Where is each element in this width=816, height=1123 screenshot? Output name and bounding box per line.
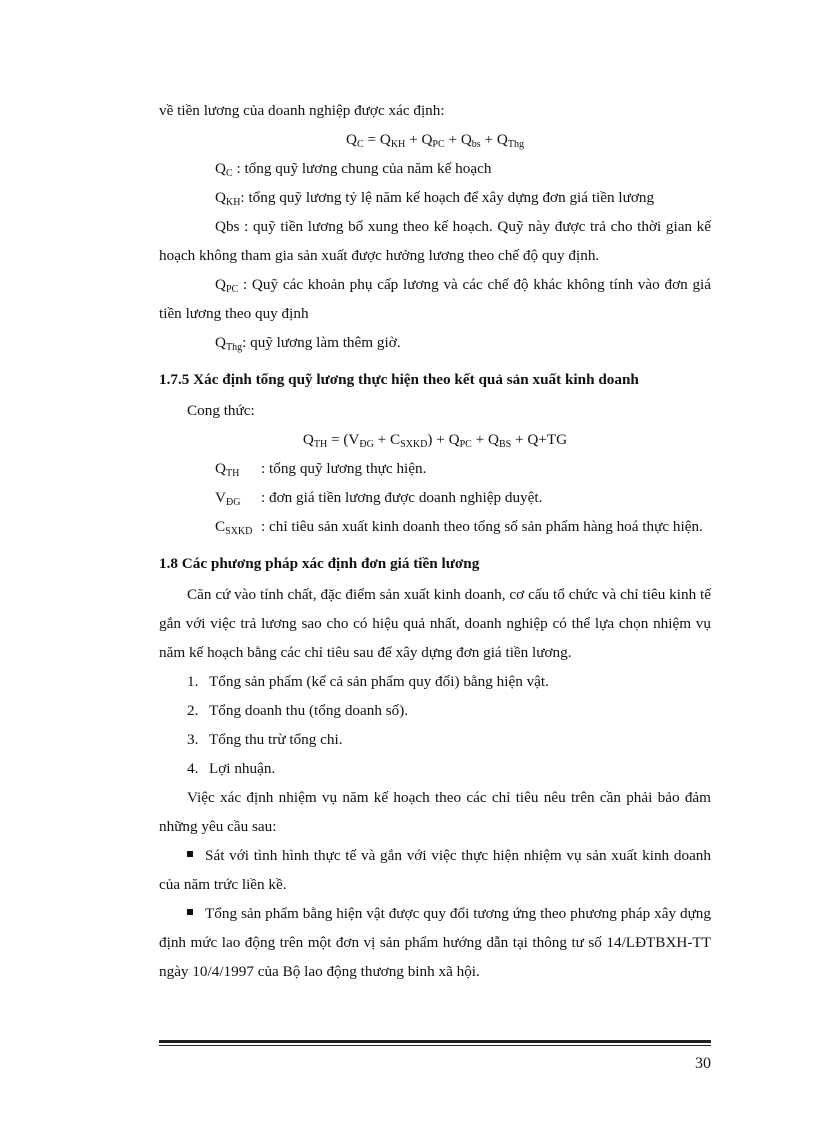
bullet-item: Tổng sản phẩm bằng hiện vật được quy đổi tương ứng theo phương pháp xây dựng định mức lao động trên một đơn vị sản phẩm hướng dẫn tại thông tư số 14/LĐTBXH-TT ngày 10/4/1997 của Bộ lao động thương binh xã hội. bbox=[159, 905, 711, 980]
heading-1-7-5: 1.7.5 Xác định tổng quỹ lương thực hiện theo kết quả sản xuất kinh doanh bbox=[159, 371, 639, 388]
page-body bbox=[159, 96, 711, 986]
def-csxkd: $C_{SXKD}$ : chỉ tiêu sản xuất kinh doanh theo tổng số sản phẩm hàng hoá thực hiện. bbox=[215, 518, 703, 537]
heading-1-8: 1.8 Các phương pháp xác định đơn giá tiền lương bbox=[159, 555, 480, 572]
para-1-8-intro: Căn cứ vào tính chất, đặc điểm sản xuất kinh doanh, cơ cấu tổ chức và chỉ tiêu kinh tế gắn với việc trả lương sao cho có hiệu quả nhất, doanh nghiệp có thể lựa chọn nhiệm vụ năm kế hoạch bằng các chỉ tiêu sau để xây dựng đơn giá tiền lương. bbox=[159, 586, 711, 661]
intro-line: về tiền lương của doanh nghiệp được xác định: bbox=[159, 102, 445, 119]
list-item: 4. Lợi nhuận. bbox=[187, 760, 276, 777]
list-item: 3. Tổng thu trừ tổng chi. bbox=[187, 731, 343, 748]
para-requirements: Việc xác định nhiệm vụ năm kế hoạch theo các chỉ tiêu nêu trên cần phải bảo đảm những yêu cầu sau: bbox=[159, 789, 711, 835]
def-qc: $Q_C$ : tổng quỹ lương chung của năm kế hoạch bbox=[215, 160, 492, 179]
bullet-square-icon bbox=[187, 909, 193, 915]
def-vdg: $V_{ĐG}$ : đơn giá tiền lương được doanh nghiệp duyệt. bbox=[215, 489, 543, 508]
def-qthg: $Q_{Thg}$: quỹ lương làm thêm giờ. bbox=[215, 334, 401, 353]
footer-rule-thick bbox=[159, 1040, 711, 1043]
bullet-item: Sát với tình hình thực tế và gắn với việc thực hiện nhiệm vụ sản xuất kinh doanh của năm trức liền kề. bbox=[159, 847, 711, 893]
formula-qth: $Q_{TH} = (V_{ĐG} + C_{SXKD}) + Q_{PC} + Q_{BS} + Q+TG$ bbox=[302, 431, 568, 450]
list-item: 1. Tổng sản phẩm (kể cả sản phẩm quy đổi) bằng hiện vật. bbox=[187, 673, 549, 690]
bullet-square-icon bbox=[187, 851, 193, 857]
list-item: 2. Tổng doanh thu (tổng doanh số). bbox=[187, 702, 409, 719]
formula-label: Cong thức: bbox=[187, 402, 255, 419]
formula-qc: $Q_C = Q_{KH} + Q_{PC} + Q_{bs} + Q_{Thg}$ bbox=[346, 131, 524, 150]
def-qpc: $Q_{PC}$ : Quỹ các khoản phụ cấp lương và các chế độ khác không tính vào đơn giá tiền lương theo quy định bbox=[159, 276, 711, 322]
footer-rule-thin bbox=[159, 1045, 711, 1046]
def-qth: $Q_{TH}$ : tổng quỹ lương thực hiện. bbox=[215, 460, 427, 479]
def-qbs: Qbs : quỹ tiền lương bổ xung theo kế hoạch. Quỹ này được trả cho thời gian kế hoạch không tham gia sản xuất được hưởng lương theo chế độ quy định. bbox=[159, 218, 711, 264]
page-number: 30 bbox=[695, 1055, 711, 1072]
def-qkh: $Q_{KH}$: tổng quỹ lương tỷ lệ năm kế hoạch để xây dựng đơn giá tiền lương bbox=[215, 189, 655, 208]
